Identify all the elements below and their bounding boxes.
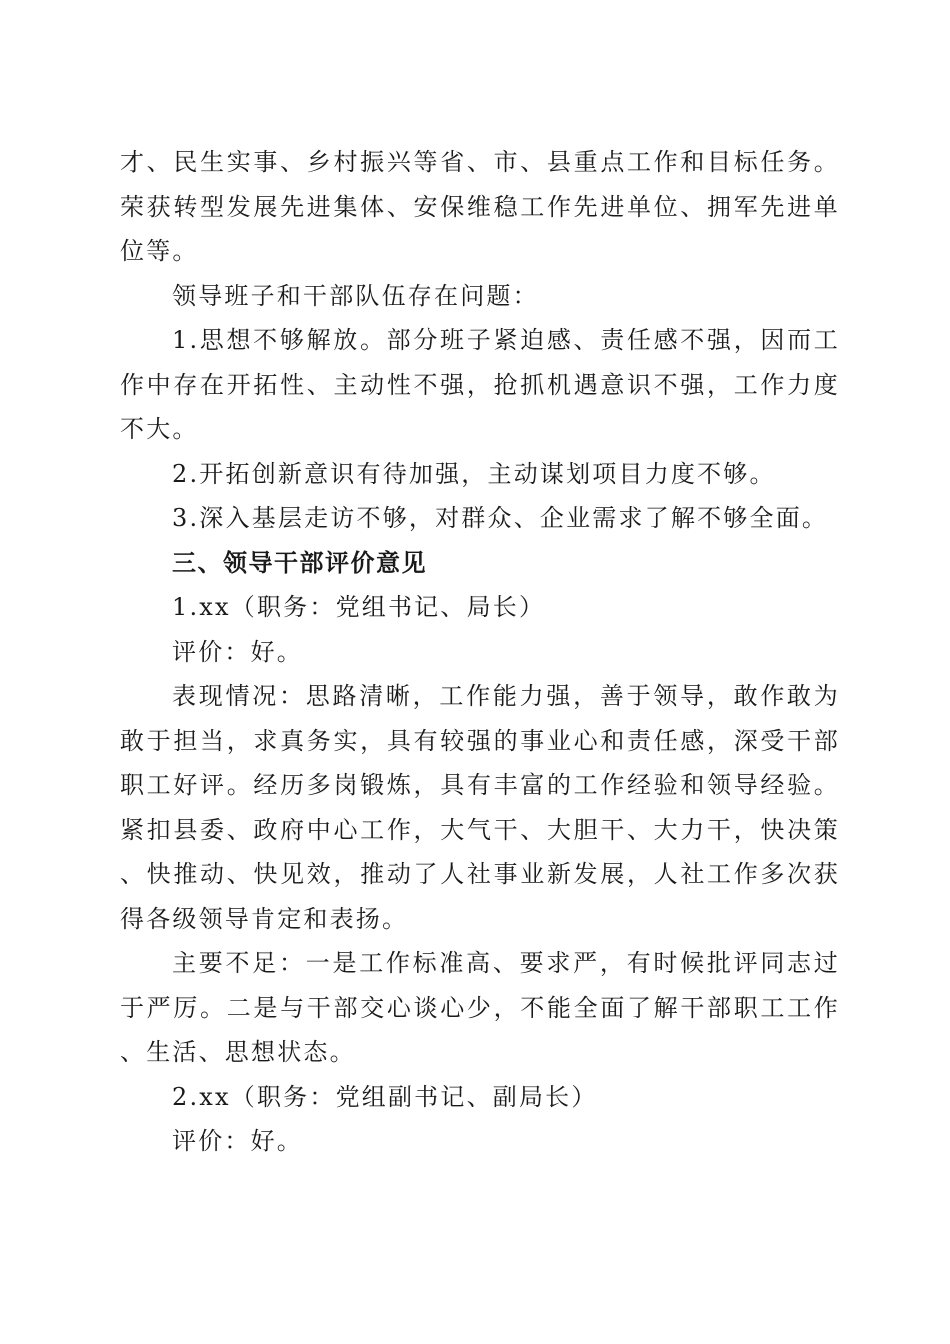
paragraph-leader-1-rating: 评价：好。 [172, 637, 303, 666]
document-page [120, 140, 840, 1164]
section-heading-leader-evaluation: 三、领导干部评价意见 [172, 548, 427, 577]
paragraph-leader-1-title: 1.xx（职务：党组书记、局长） [172, 593, 546, 621]
paragraph-honors-continued: 才、民生实事、乡村振兴等省、市、县重点工作和目标任务。荣获转型发展先进集体、安保维稳工作先进单位、拥军先进单位等。 [120, 148, 840, 265]
paragraph-leader-2-rating: 评价：好。 [172, 1127, 303, 1155]
paragraph-leader-1-performance: 表现情况：思路清晰，工作能力强，善于领导，敢作敢为敢于担当，求真务实，具有较强的事业心和责任感，深受干部职工好评。经历多岗锻炼，具有丰富的工作经验和领导经验。紧扣县委、政府中心工作，大气干、大胆干、大力干，快决策、快推动、快见效，推动了人社事业新发展，人社工作多次获得各级领导肯定和表扬。 [120, 682, 840, 933]
paragraph-problem-2: 2.开拓创新意识有待加强，主动谋划项目力度不够。 [172, 459, 776, 488]
paragraph-problems-intro: 领导班子和干部队伍存在问题： [172, 281, 539, 310]
paragraph-leader-1-shortcomings: 主要不足：一是工作标准高、要求严，有时候批评同志过于严厉。二是与干部交心谈心少，不能全面了解干部职工工作、生活、思想状态。 [120, 949, 840, 1066]
paragraph-problem-3: 3.深入基层走访不够，对群众、企业需求了解不够全面。 [172, 504, 829, 532]
paragraph-problem-1: 1.思想不够解放。部分班子紧迫感、责任感不强，因而工作中存在开拓性、主动性不强，抢抓机遇意识不强，工作力度不大。 [120, 326, 840, 443]
paragraph-leader-2-title: 2.xx（职务：党组副书记、副局长） [172, 1082, 598, 1111]
